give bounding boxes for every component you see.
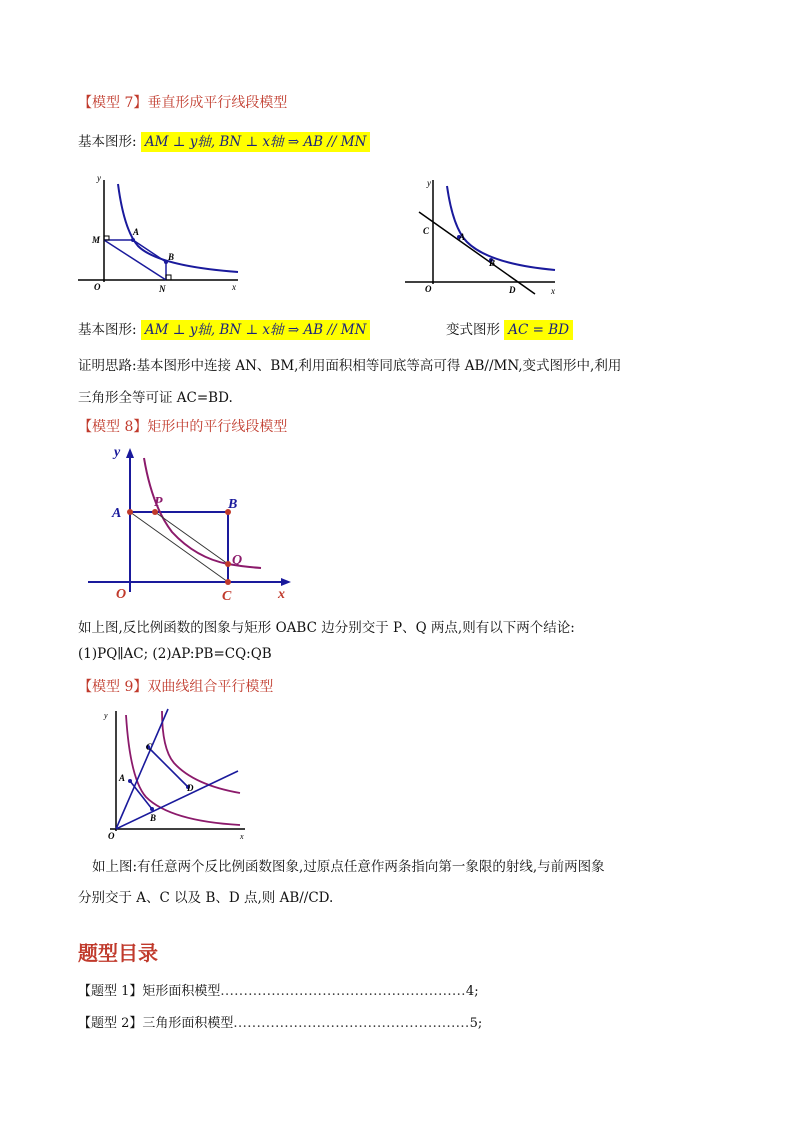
label-a: A bbox=[112, 506, 122, 521]
model9-desc-line-1: 如上图:有任意两个反比例函数图象,过原点任意作两条指向第一象限的射线,与前两图象 bbox=[92, 859, 605, 875]
label-o: O bbox=[116, 587, 127, 602]
toc-item-2[interactable] bbox=[78, 1012, 482, 1031]
bracket-open: 【 bbox=[78, 95, 92, 111]
basic-label: 基本图形: bbox=[78, 134, 137, 150]
label-b: B bbox=[228, 497, 238, 512]
variant-label: 变式图形 bbox=[446, 322, 500, 338]
model9-heading bbox=[78, 676, 273, 696]
bracket-close: 】 bbox=[133, 419, 148, 435]
proof-line-1: 证明思路:基本图形中连接 AN、BM,利用面积相等同底等高可得 AB//MN,变式图形中,利用 bbox=[78, 358, 622, 374]
toc-title: 题型目录 bbox=[78, 941, 158, 965]
toc-item-page: 4; bbox=[465, 984, 479, 999]
point-a bbox=[128, 779, 132, 783]
label-o: O bbox=[425, 284, 432, 294]
label-c: C bbox=[146, 742, 153, 752]
point-c bbox=[225, 579, 231, 585]
toc-leader-dots: ..................................................... bbox=[220, 984, 466, 999]
basic-formula: AM ⊥ y轴, BN ⊥ x轴 ⇒ AB // MN bbox=[141, 132, 371, 152]
label-y: y bbox=[114, 445, 121, 460]
label-a: A bbox=[459, 232, 466, 242]
model-title: 垂直形成平行线段模型 bbox=[147, 95, 288, 111]
label-o: O bbox=[108, 831, 115, 841]
segment-mn bbox=[104, 240, 166, 280]
label-x: x bbox=[232, 282, 236, 292]
model-title: 双曲线组合平行模型 bbox=[147, 679, 274, 695]
toc-item-label: 【题型 1】矩形面积模型 bbox=[78, 984, 221, 999]
point-b bbox=[150, 807, 154, 811]
label-d: D bbox=[187, 783, 194, 793]
model-label: 模型 8 bbox=[92, 419, 134, 435]
label-o: O bbox=[94, 282, 101, 292]
bracket-close: 】 bbox=[133, 95, 148, 111]
ray-ac bbox=[116, 709, 168, 829]
model7-figure-1 bbox=[78, 170, 248, 295]
model9-figure bbox=[90, 705, 255, 843]
x-axis-arrow bbox=[281, 578, 291, 586]
toc-item-1[interactable] bbox=[78, 980, 479, 999]
segment-ab bbox=[130, 781, 152, 809]
label-m: M bbox=[92, 235, 101, 245]
model-label: 模型 9 bbox=[92, 679, 134, 695]
model8-heading bbox=[78, 416, 287, 436]
model7-heading bbox=[78, 92, 287, 112]
label-n: N bbox=[159, 284, 166, 294]
model8-figure bbox=[86, 440, 296, 602]
hyperbola-outer bbox=[162, 711, 240, 793]
model7-figure-2 bbox=[405, 172, 565, 297]
diagonal-ac bbox=[130, 512, 228, 582]
basic-figure-line-2 bbox=[78, 318, 370, 338]
point-q bbox=[225, 561, 231, 567]
label-c: C bbox=[423, 226, 430, 236]
label-p: P bbox=[154, 495, 163, 510]
bracket-open: 【 bbox=[78, 679, 92, 695]
label-a: A bbox=[133, 227, 140, 237]
label-x: x bbox=[278, 587, 285, 602]
basic-formula: AM ⊥ y轴, BN ⊥ x轴 ⇒ AB // MN bbox=[141, 320, 371, 340]
model9-desc-line-2: 分别交于 A、C 以及 B、D 点,则 AB//CD. bbox=[78, 890, 334, 906]
model8-desc: 如上图,反比例函数的图象与矩形 OABC 边分别交于 P、Q 两点,则有以下两个结论: bbox=[78, 620, 575, 636]
label-q: Q bbox=[232, 553, 243, 568]
label-y: y bbox=[427, 178, 431, 188]
toc-leader-dots: ................................................... bbox=[233, 1016, 470, 1031]
model8-conclusions: (1)PQ∥AC; (2)AP:PB=CQ:QB bbox=[78, 646, 272, 662]
label-b: B bbox=[489, 258, 496, 268]
label-x: x bbox=[240, 832, 244, 841]
proof-line-2: 三角形全等可证 AC=BD. bbox=[78, 390, 233, 406]
basic-label: 基本图形: bbox=[78, 322, 137, 338]
label-y: y bbox=[104, 711, 108, 720]
basic-figure-line-1 bbox=[78, 130, 370, 150]
y-axis-arrow bbox=[126, 448, 134, 458]
label-x: x bbox=[551, 286, 555, 296]
label-a: A bbox=[119, 773, 126, 783]
bracket-open: 【 bbox=[78, 419, 92, 435]
label-d: D bbox=[509, 285, 516, 295]
model-title: 矩形中的平行线段模型 bbox=[147, 419, 288, 435]
label-y: y bbox=[97, 173, 101, 183]
label-b: B bbox=[150, 813, 157, 823]
ray-bd bbox=[116, 771, 238, 829]
hyperbola bbox=[447, 186, 555, 270]
variant-formula: AC = BD bbox=[504, 320, 573, 340]
segment-ab bbox=[133, 240, 166, 262]
model-label: 模型 7 bbox=[92, 95, 134, 111]
bracket-close: 】 bbox=[133, 679, 148, 695]
hyperbola-inner bbox=[126, 715, 240, 825]
variant-figure-line bbox=[446, 318, 573, 338]
label-c: C bbox=[222, 589, 232, 602]
point-a bbox=[131, 238, 135, 242]
toc-item-label: 【题型 2】三角形面积模型 bbox=[78, 1016, 234, 1031]
toc-item-page: 5; bbox=[469, 1016, 483, 1031]
point-a bbox=[127, 509, 133, 515]
label-b: B bbox=[168, 252, 175, 262]
